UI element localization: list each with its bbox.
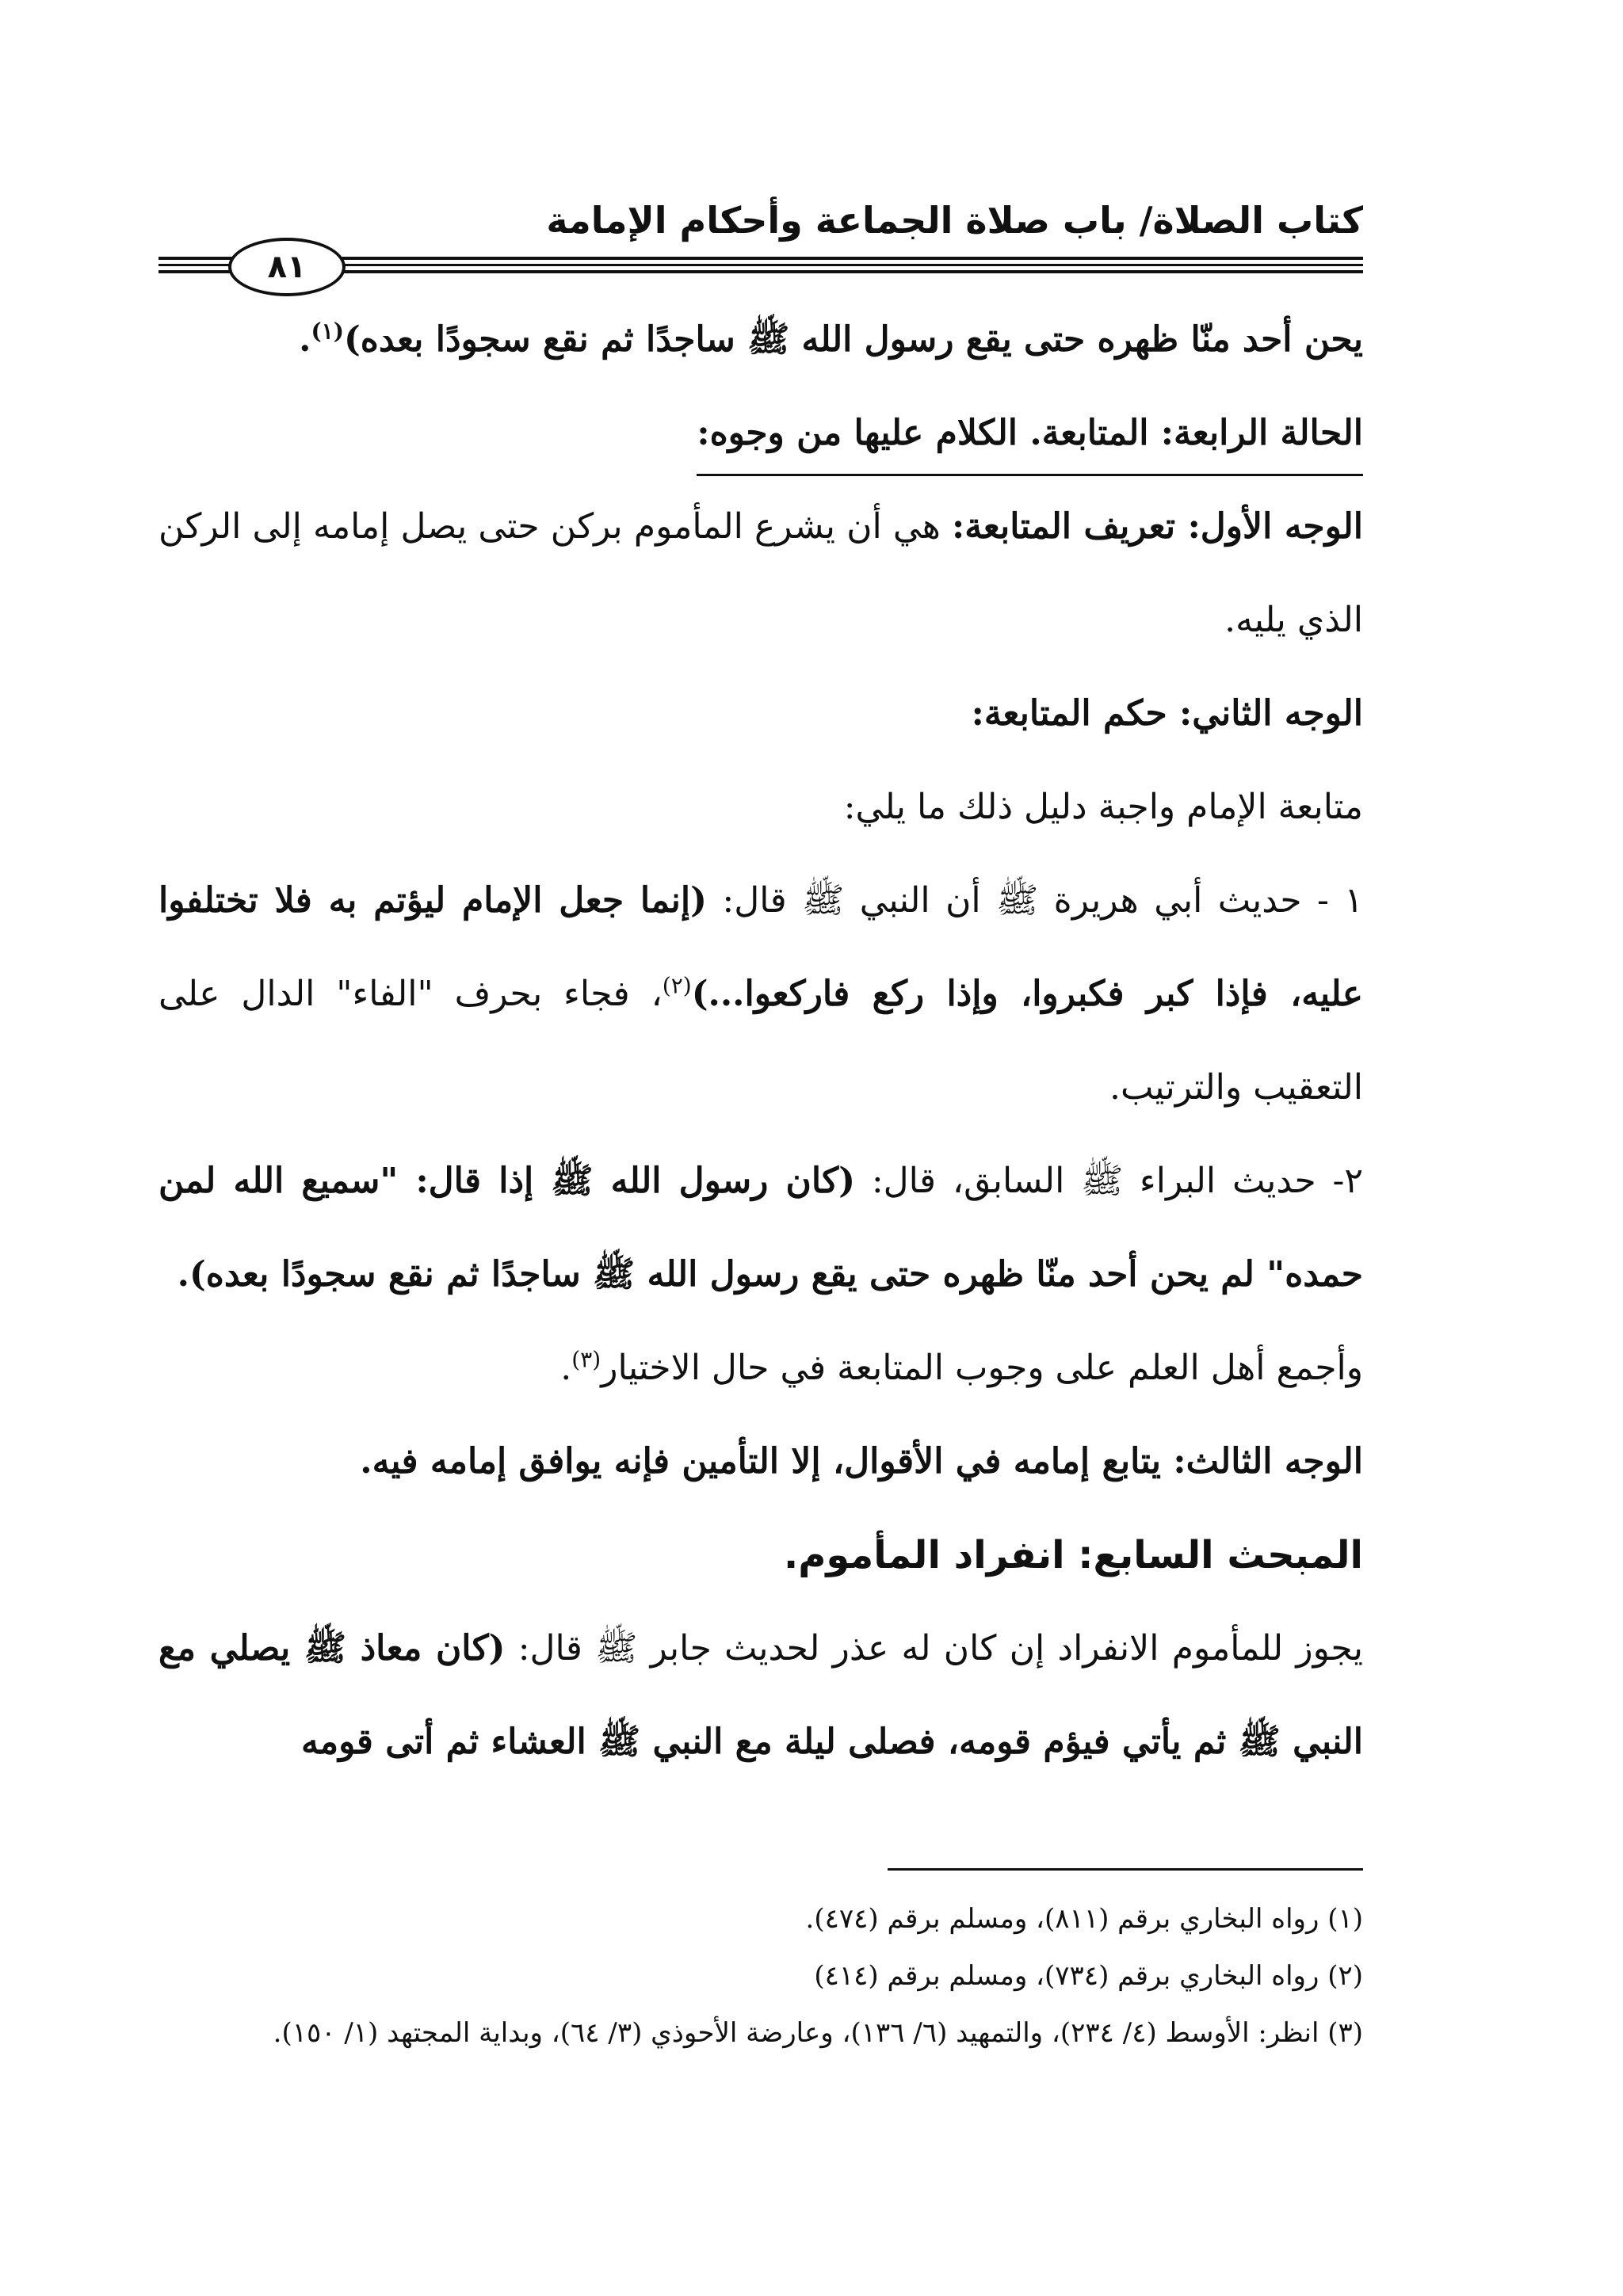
punctuation: . xyxy=(299,319,311,360)
footnote-item: (٣) انظر: الأوسط (٤/ ٢٣٤)، والتمهيد (٦/ ١٣٦)، وعارضة الأحوذي (٣/ ٦٤)، وبداية المجتهد (١/ ١٥٠). xyxy=(273,2017,1363,2049)
consensus-text: وأجمع أهل العلم على وجوب المتابعة في حال الاختيار xyxy=(601,1348,1363,1388)
evidence-1-paragraph xyxy=(158,854,1363,1135)
page-number-badge: ٨١ xyxy=(228,238,346,296)
aspect-1-text: هي أن يشرع المأموم بركن حتى يصل إمامه إلى الركن الذي يليه. xyxy=(158,506,1363,640)
state-heading-row xyxy=(158,387,1363,480)
evidence-1-text: ١ - حديث أبي هريرة ﷺ أن النبي ﷺ قال: xyxy=(706,880,1363,921)
evidence-2-paragraph xyxy=(158,1135,1363,1322)
aspect-1-label: الوجه الأول: تعريف المتابعة: xyxy=(951,506,1363,547)
footnote-item: (٢) رواه البخاري برقم (٧٣٤)، ومسلم برقم (٤١٤) xyxy=(814,1960,1363,1992)
evidence-1-quote: (إنما جعل الإمام ليؤتم به فلا تختلفوا عليه، فإذا كبر فكبروا، وإذا ركع فاركعوا...) xyxy=(158,880,1363,1014)
state-heading: الحالة الرابعة: المتابعة. الكلام عليها من وجوه: xyxy=(697,398,1363,476)
section-7-quote: (كان معاذ ﷺ يصلي مع النبي ﷺ ثم يأتي فيؤم قومه، فصلى ليلة مع النبي ﷺ العشاء ثم أتى قومه xyxy=(158,1628,1363,1762)
footnote-marker: (١) xyxy=(311,318,344,345)
consensus-paragraph xyxy=(158,1322,1363,1415)
aspect-3-paragraph: الوجه الثالث: يتابع إمامه في الأقوال، إلا التأمين فإنه يوافق إمامه فيه. xyxy=(360,1441,1363,1482)
footnote-marker: (٣) xyxy=(571,1346,601,1373)
section-7-paragraph xyxy=(158,1602,1363,1789)
running-header-title: كتاب الصلاة/ باب صلاة الجماعة وأحكام الإمامة xyxy=(546,199,1363,242)
section-7-text: يجوز للمأموم الانفراد إن كان له عذر لحديث جابر ﷺ قال: xyxy=(505,1628,1363,1669)
book-page xyxy=(158,174,1363,2203)
aspect-2-text: متابعة الإمام واجبة دليل ذلك ما يلي: xyxy=(843,787,1363,827)
footnote-item: (١) رواه البخاري برقم (٨١١)، ومسلم برقم (٤٧٤). xyxy=(805,1903,1363,1935)
aspect-1-paragraph xyxy=(158,480,1363,667)
aspect-2-label: الوجه الثاني: حكم المتابعة: xyxy=(971,693,1363,734)
footnote-separator xyxy=(888,1868,1363,1871)
punctuation: . xyxy=(560,1348,572,1388)
paragraph-continuation xyxy=(158,293,1363,387)
footnotes xyxy=(158,1890,1363,2061)
footnote-marker: (٢) xyxy=(662,972,692,999)
section-heading: المبحث السابع: انفراد المأموم. xyxy=(783,1533,1363,1577)
evidence-2-text: ٢- حديث البراء ﷺ السابق، قال: xyxy=(855,1161,1363,1201)
evidence-1-tail: ، فجاء بحرف "الفاء" الدال على التعقيب والترتيب. xyxy=(158,974,1363,1108)
main-text xyxy=(158,293,1363,1789)
continuation-text: يحن أحد منّا ظهره حتى يقع رسول الله ﷺ ساجدًا ثم نقع سجودًا بعده) xyxy=(343,319,1363,360)
evidence-2-quote: (كان رسول الله ﷺ إذا قال: "سميع الله لمن حمده" لم يحن أحد منّا ظهره حتى يقع رسول الله ﷺ ساجدًا ثم نقع سجودًا بعده). xyxy=(158,1161,1363,1295)
